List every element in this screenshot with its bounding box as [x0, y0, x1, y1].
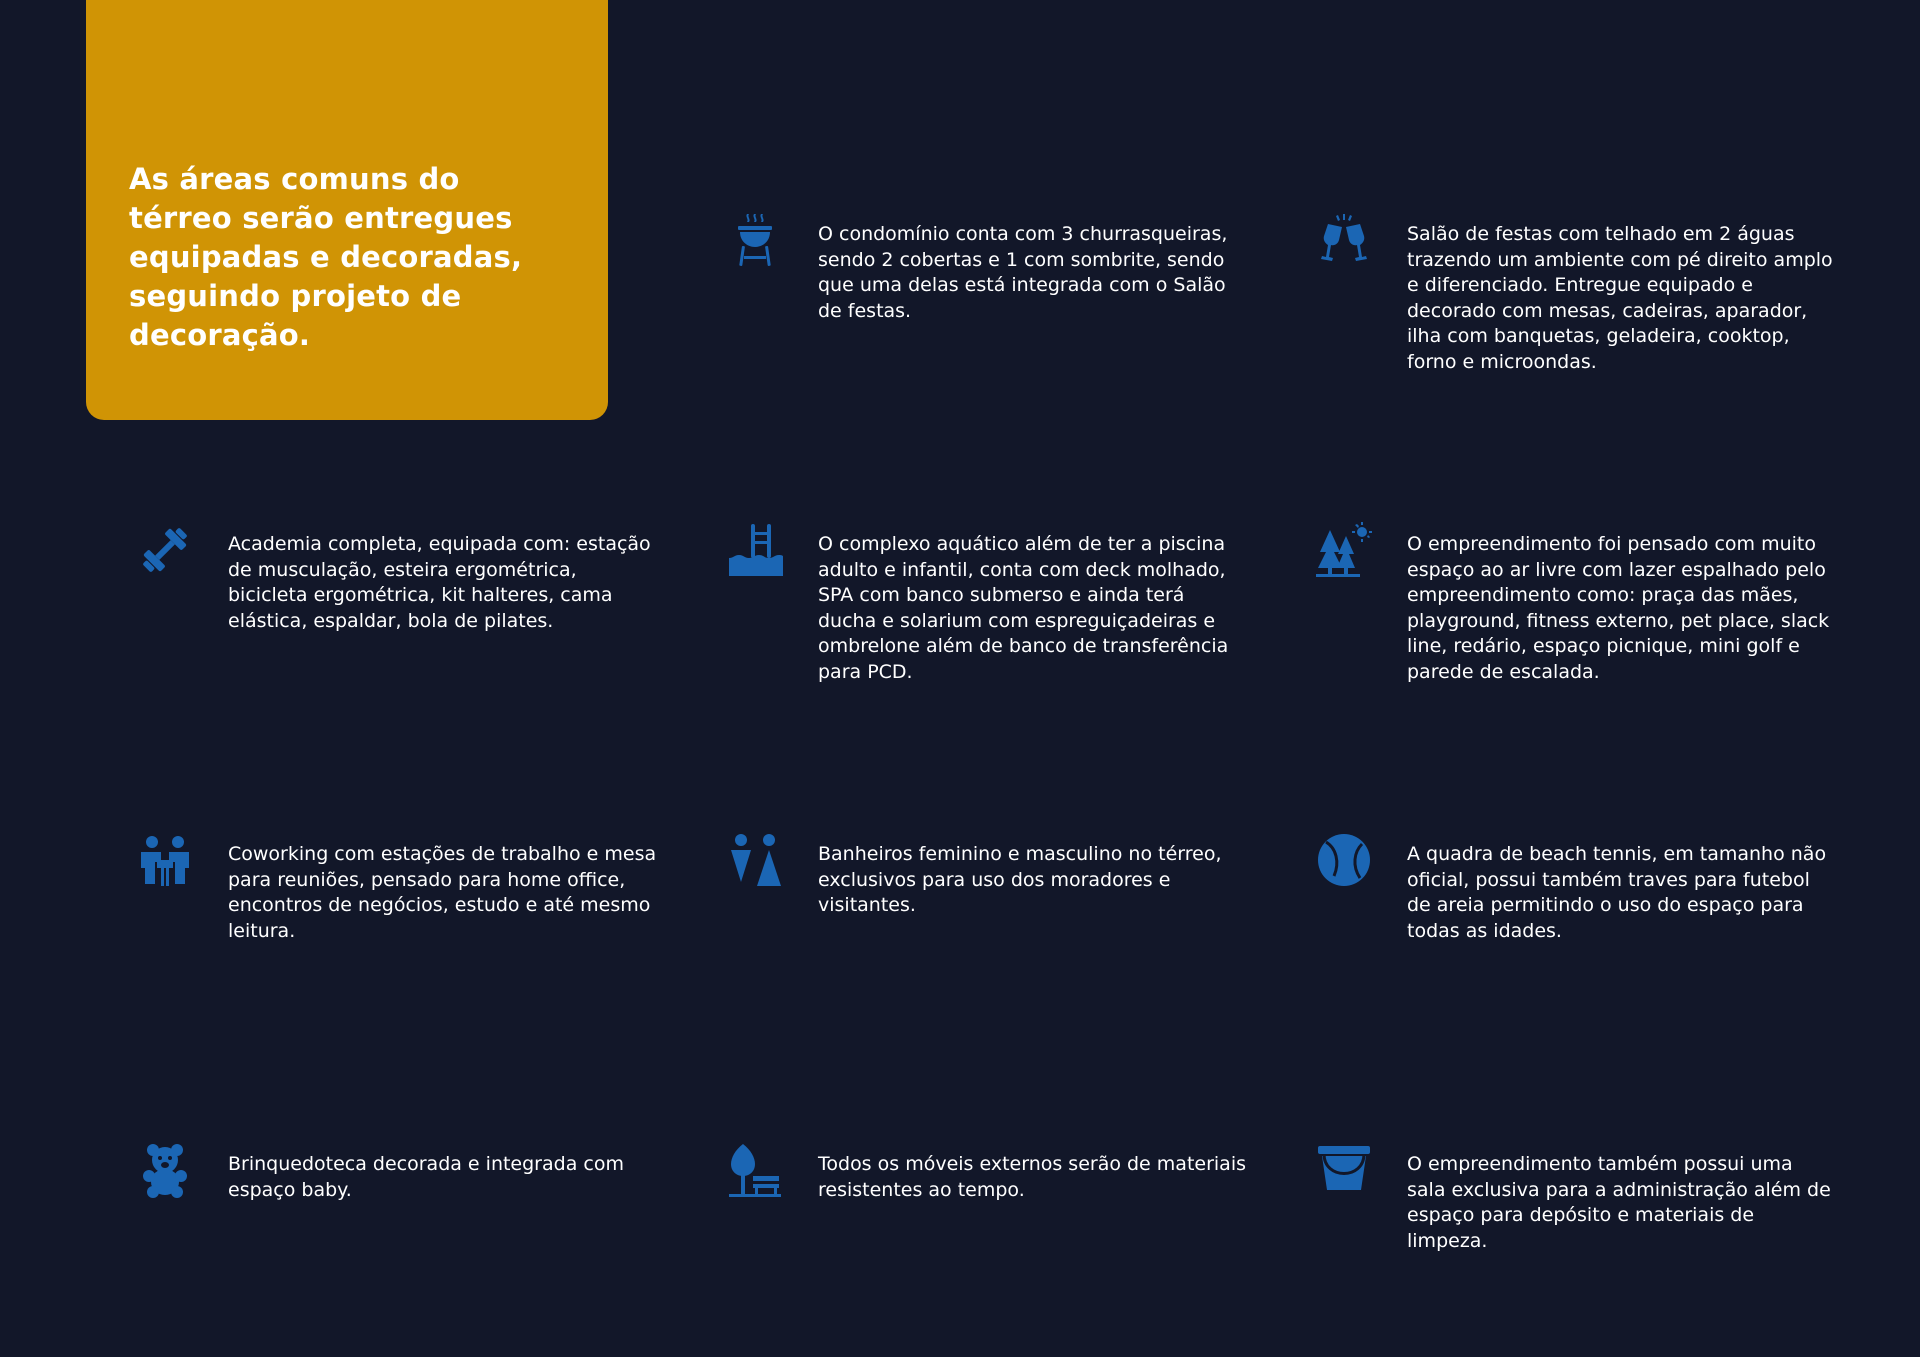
- wine-glasses-toast-icon: [1316, 210, 1372, 270]
- amenity-text: Todos os móveis externos serão de materiais resistentes ao tempo.: [818, 1153, 1246, 1201]
- amenity-text: O complexo aquático além de ter a piscina adulto e infantil, conta com deck molhado, SPA com banco submerso e ainda terá ducha e solarium com espreguiçadeiras e ombrelone além de banco de transferência para PCD.: [818, 533, 1229, 683]
- amenity-text: Academia completa, equipada com: estação de musculação, esteira ergométrica, bicicleta ergométrica, kit halteres, cama elástica, espaldar, bola de pilates.: [228, 533, 651, 632]
- bucket-icon: [1316, 1140, 1372, 1200]
- tree-bench-icon: [727, 1140, 783, 1200]
- swimming-pool-icon: [727, 520, 783, 580]
- amenity-text: Brinquedoteca decorada e integrada com espaço baby.: [228, 1153, 624, 1201]
- coworking-people-icon: [137, 830, 193, 890]
- amenity-text: Salão de festas com telhado em 2 águas trazendo um ambiente com pé direito amplo e diferenciado. Entregue equipado e decorado com mesas, cadeiras, aparador, ilha com banquetas, geladeira, cooktop, forno e microondas.: [1407, 223, 1833, 373]
- hero-card: [86, 0, 608, 420]
- trees-sun-icon: [1316, 520, 1372, 580]
- amenity-text: A quadra de beach tennis, em tamanho não oficial, possui também traves para futebol de areia permitindo o uso do espaço para todas as idades.: [1407, 843, 1827, 942]
- dumbbell-icon: [137, 520, 193, 580]
- restroom-icon: [727, 830, 783, 890]
- teddy-bear-icon: [137, 1140, 193, 1200]
- hero-heading: As áreas comuns do térreo serão entregues equipadas e decoradas, seguindo projeto de decoração.: [129, 162, 523, 352]
- amenity-text: Banheiros feminino e masculino no térreo, exclusivos para uso dos moradores e visitantes.: [818, 843, 1222, 917]
- amenity-text: Coworking com estações de trabalho e mesa para reuniões, pensado para home office, encontros de negócios, estudo e até mesmo leitura.: [228, 843, 657, 942]
- amenity-text: O empreendimento também possui uma sala exclusiva para a administração além de espaço para depósito e materiais de limpeza.: [1407, 1153, 1831, 1252]
- barbecue-grill-icon: [727, 210, 783, 270]
- amenity-text: O empreendimento foi pensado com muito espaço ao ar livre com lazer espalhado pelo empreendimento como: praça das mães, playground, fitness externo, pet place, slack line, redário, espaço picnique, mini golf e parede de escalada.: [1407, 533, 1830, 683]
- tennis-ball-icon: [1316, 830, 1372, 890]
- amenity-text: O condomínio conta com 3 churrasqueiras, sendo 2 cobertas e 1 com sombrite, sendo que uma delas está integrada com o Salão de festas.: [818, 223, 1228, 322]
